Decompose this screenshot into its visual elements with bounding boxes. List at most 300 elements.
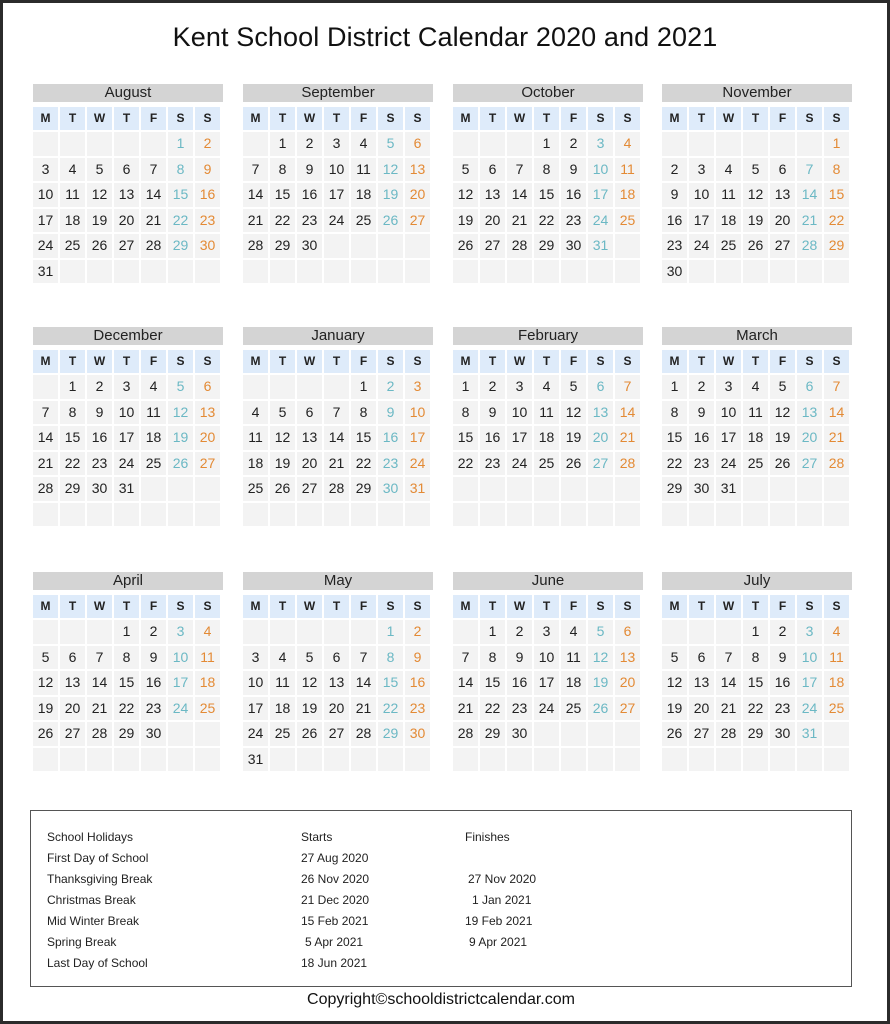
day-cell: 13 <box>195 401 220 425</box>
weekday-header: S <box>615 107 640 130</box>
day-cell: 5 <box>168 375 193 399</box>
day-cell: 11 <box>824 646 849 670</box>
day-cell: 17 <box>33 209 58 233</box>
empty-day-cell <box>453 132 478 156</box>
weekday-header: S <box>195 595 220 618</box>
weekday-header: T <box>270 350 295 373</box>
day-cell: 17 <box>716 426 741 450</box>
holiday-start: 26 Nov 2020 <box>301 872 370 886</box>
day-cell: 10 <box>588 158 613 182</box>
day-cell: 10 <box>405 401 430 425</box>
empty-day-cell <box>743 477 768 501</box>
weekday-header: T <box>689 595 714 618</box>
empty-day-cell <box>324 375 349 399</box>
day-cell: 3 <box>689 158 714 182</box>
day-cell: 16 <box>507 671 532 695</box>
header-starts: Starts <box>301 830 333 844</box>
empty-day-cell <box>770 477 795 501</box>
weekday-header: W <box>87 595 112 618</box>
day-cell: 25 <box>534 452 559 476</box>
day-cell: 2 <box>297 132 322 156</box>
day-cell: 29 <box>351 477 376 501</box>
day-cell: 19 <box>561 426 586 450</box>
empty-day-cell <box>743 748 768 772</box>
weekday-header: M <box>33 595 58 618</box>
empty-day-cell <box>33 503 58 527</box>
month-title: June <box>453 572 643 590</box>
day-cell: 9 <box>405 646 430 670</box>
day-cell: 17 <box>797 671 822 695</box>
weekday-header: T <box>689 107 714 130</box>
day-cell: 18 <box>243 452 268 476</box>
weekday-header: T <box>743 350 768 373</box>
day-cell: 4 <box>824 620 849 644</box>
holiday-start: 18 Jun 2021 <box>301 956 368 970</box>
day-cell: 1 <box>534 132 559 156</box>
day-cell: 7 <box>33 401 58 425</box>
day-cell: 14 <box>716 671 741 695</box>
day-cell: 20 <box>114 209 139 233</box>
day-cell: 30 <box>405 722 430 746</box>
day-cell: 8 <box>378 646 403 670</box>
weekday-header: S <box>797 107 822 130</box>
day-cell: 4 <box>534 375 559 399</box>
weekday-header: T <box>743 595 768 618</box>
day-cell: 12 <box>662 671 687 695</box>
day-cell: 15 <box>270 183 295 207</box>
weekday-header: F <box>561 350 586 373</box>
day-cell: 17 <box>534 671 559 695</box>
weekday-header: S <box>797 350 822 373</box>
day-cell: 3 <box>716 375 741 399</box>
empty-day-cell <box>824 260 849 284</box>
day-cell: 12 <box>33 671 58 695</box>
empty-day-cell <box>689 503 714 527</box>
weekday-header: F <box>351 107 376 130</box>
empty-day-cell <box>114 503 139 527</box>
empty-day-cell <box>453 260 478 284</box>
empty-day-cell <box>615 722 640 746</box>
day-cell: 6 <box>405 132 430 156</box>
day-cell: 19 <box>662 697 687 721</box>
empty-day-cell <box>453 748 478 772</box>
day-cell: 17 <box>243 697 268 721</box>
day-cell: 28 <box>824 452 849 476</box>
empty-day-cell <box>507 132 532 156</box>
day-cell: 29 <box>168 234 193 258</box>
day-cell: 22 <box>270 209 295 233</box>
day-cell: 4 <box>270 646 295 670</box>
day-cell: 25 <box>716 234 741 258</box>
day-cell: 6 <box>480 158 505 182</box>
empty-day-cell <box>351 260 376 284</box>
empty-day-cell <box>507 503 532 527</box>
day-cell: 14 <box>615 401 640 425</box>
weekday-header: S <box>195 350 220 373</box>
day-cell: 22 <box>453 452 478 476</box>
empty-day-cell <box>534 748 559 772</box>
empty-day-cell <box>824 748 849 772</box>
day-cell: 31 <box>588 234 613 258</box>
day-cell: 7 <box>324 401 349 425</box>
day-cell: 25 <box>60 234 85 258</box>
day-cell: 3 <box>168 620 193 644</box>
day-cell: 20 <box>195 426 220 450</box>
weekday-header: T <box>114 350 139 373</box>
day-cell: 12 <box>770 401 795 425</box>
weekday-header: M <box>662 595 687 618</box>
day-cell: 23 <box>561 209 586 233</box>
empty-day-cell <box>615 748 640 772</box>
day-cell: 27 <box>797 452 822 476</box>
empty-day-cell <box>114 260 139 284</box>
empty-day-cell <box>824 477 849 501</box>
empty-day-cell <box>743 132 768 156</box>
empty-day-cell <box>141 260 166 284</box>
day-cell: 3 <box>588 132 613 156</box>
day-cell: 20 <box>689 697 714 721</box>
month-september <box>243 84 433 283</box>
day-cell: 24 <box>243 722 268 746</box>
empty-day-cell <box>507 748 532 772</box>
empty-day-cell <box>561 477 586 501</box>
day-cell: 23 <box>297 209 322 233</box>
holiday-row <box>31 914 851 934</box>
day-cell: 3 <box>243 646 268 670</box>
empty-day-cell <box>480 748 505 772</box>
day-cell: 19 <box>33 697 58 721</box>
day-cell: 30 <box>770 722 795 746</box>
weekday-header: T <box>534 595 559 618</box>
day-cell: 26 <box>770 452 795 476</box>
day-cell: 31 <box>243 748 268 772</box>
empty-day-cell <box>507 477 532 501</box>
day-cell: 5 <box>87 158 112 182</box>
day-cell: 17 <box>689 209 714 233</box>
weekday-header: W <box>716 595 741 618</box>
day-cell: 16 <box>689 426 714 450</box>
day-cell: 23 <box>662 234 687 258</box>
day-cell: 12 <box>378 158 403 182</box>
empty-day-cell <box>243 620 268 644</box>
month-june <box>453 572 643 771</box>
holidays-header-row <box>31 830 851 850</box>
day-cell: 5 <box>743 158 768 182</box>
day-cell: 10 <box>168 646 193 670</box>
day-cell: 10 <box>534 646 559 670</box>
empty-day-cell <box>743 260 768 284</box>
day-cell: 7 <box>797 158 822 182</box>
weekday-header: T <box>743 107 768 130</box>
day-cell: 3 <box>534 620 559 644</box>
day-cell: 2 <box>507 620 532 644</box>
day-cell: 12 <box>168 401 193 425</box>
day-cell: 20 <box>324 697 349 721</box>
empty-day-cell <box>243 132 268 156</box>
day-cell: 14 <box>453 671 478 695</box>
day-cell: 11 <box>270 671 295 695</box>
empty-day-cell <box>770 748 795 772</box>
day-cell: 13 <box>770 183 795 207</box>
empty-day-cell <box>168 503 193 527</box>
empty-day-cell <box>716 132 741 156</box>
day-cell: 13 <box>297 426 322 450</box>
weekday-header: F <box>770 350 795 373</box>
empty-day-cell <box>743 503 768 527</box>
month-march <box>662 327 852 526</box>
empty-day-cell <box>195 748 220 772</box>
day-cell: 8 <box>662 401 687 425</box>
day-cell: 20 <box>480 209 505 233</box>
weekday-header: T <box>270 595 295 618</box>
day-cell: 24 <box>114 452 139 476</box>
day-cell: 18 <box>141 426 166 450</box>
day-cell: 12 <box>561 401 586 425</box>
day-cell: 25 <box>824 697 849 721</box>
day-cell: 24 <box>405 452 430 476</box>
empty-day-cell <box>588 722 613 746</box>
day-cell: 6 <box>615 620 640 644</box>
day-cell: 23 <box>87 452 112 476</box>
day-cell: 7 <box>87 646 112 670</box>
empty-day-cell <box>797 748 822 772</box>
day-cell: 16 <box>561 183 586 207</box>
month-december <box>33 327 223 526</box>
day-cell: 30 <box>507 722 532 746</box>
day-cell: 15 <box>743 671 768 695</box>
empty-day-cell <box>534 260 559 284</box>
day-cell: 2 <box>141 620 166 644</box>
holiday-finish: 19 Feb 2021 <box>465 914 533 928</box>
day-cell: 26 <box>33 722 58 746</box>
day-cell: 3 <box>507 375 532 399</box>
day-cell: 19 <box>743 209 768 233</box>
day-cell: 27 <box>60 722 85 746</box>
day-cell: 9 <box>480 401 505 425</box>
day-cell: 6 <box>797 375 822 399</box>
empty-day-cell <box>662 620 687 644</box>
day-cell: 20 <box>797 426 822 450</box>
empty-day-cell <box>662 132 687 156</box>
empty-day-cell <box>297 260 322 284</box>
day-cell: 5 <box>662 646 687 670</box>
empty-day-cell <box>324 620 349 644</box>
day-cell: 1 <box>168 132 193 156</box>
weekday-header: F <box>141 107 166 130</box>
day-cell: 6 <box>60 646 85 670</box>
day-cell: 19 <box>297 697 322 721</box>
day-cell: 4 <box>243 401 268 425</box>
day-cell: 5 <box>453 158 478 182</box>
day-cell: 4 <box>615 132 640 156</box>
day-cell: 14 <box>351 671 376 695</box>
day-cell: 30 <box>297 234 322 258</box>
day-cell: 24 <box>534 697 559 721</box>
day-cell: 5 <box>770 375 795 399</box>
day-cell: 30 <box>195 234 220 258</box>
day-cell: 29 <box>378 722 403 746</box>
day-cell: 15 <box>168 183 193 207</box>
day-cell: 30 <box>378 477 403 501</box>
day-cell: 11 <box>534 401 559 425</box>
day-cell: 24 <box>507 452 532 476</box>
weekday-header: W <box>297 595 322 618</box>
holiday-row <box>31 851 851 871</box>
weekday-header: S <box>588 595 613 618</box>
day-cell: 15 <box>824 183 849 207</box>
weekday-header: M <box>662 350 687 373</box>
empty-day-cell <box>615 260 640 284</box>
day-cell: 2 <box>378 375 403 399</box>
day-cell: 13 <box>60 671 85 695</box>
day-cell: 31 <box>114 477 139 501</box>
day-cell: 9 <box>195 158 220 182</box>
day-cell: 26 <box>453 234 478 258</box>
empty-day-cell <box>770 132 795 156</box>
empty-day-cell <box>615 477 640 501</box>
day-cell: 28 <box>351 722 376 746</box>
empty-day-cell <box>297 620 322 644</box>
day-cell: 16 <box>87 426 112 450</box>
day-cell: 2 <box>480 375 505 399</box>
header-finishes: Finishes <box>465 830 510 844</box>
day-cell: 8 <box>534 158 559 182</box>
day-cell: 19 <box>270 452 295 476</box>
day-cell: 21 <box>33 452 58 476</box>
day-cell: 2 <box>405 620 430 644</box>
day-cell: 29 <box>824 234 849 258</box>
day-cell: 12 <box>453 183 478 207</box>
day-cell: 14 <box>507 183 532 207</box>
weekday-header: T <box>60 595 85 618</box>
weekday-header: W <box>87 350 112 373</box>
month-title: December <box>33 327 223 345</box>
weekday-header: M <box>453 595 478 618</box>
day-cell: 7 <box>243 158 268 182</box>
empty-day-cell <box>87 748 112 772</box>
day-cell: 27 <box>588 452 613 476</box>
holiday-name: Last Day of School <box>47 956 148 970</box>
month-title: April <box>33 572 223 590</box>
empty-day-cell <box>453 503 478 527</box>
empty-day-cell <box>405 503 430 527</box>
weekday-header: W <box>716 350 741 373</box>
empty-day-cell <box>168 477 193 501</box>
day-cell: 7 <box>716 646 741 670</box>
day-cell: 24 <box>168 697 193 721</box>
day-cell: 25 <box>561 697 586 721</box>
day-cell: 15 <box>534 183 559 207</box>
day-cell: 16 <box>297 183 322 207</box>
day-cell: 28 <box>141 234 166 258</box>
weekday-header: T <box>534 107 559 130</box>
day-cell: 8 <box>351 401 376 425</box>
empty-day-cell <box>824 722 849 746</box>
day-cell: 18 <box>743 426 768 450</box>
empty-day-cell <box>87 132 112 156</box>
day-cell: 7 <box>507 158 532 182</box>
day-cell: 6 <box>588 375 613 399</box>
empty-day-cell <box>351 748 376 772</box>
day-cell: 6 <box>324 646 349 670</box>
month-days-grid <box>453 350 643 526</box>
day-cell: 27 <box>689 722 714 746</box>
weekday-header: S <box>405 107 430 130</box>
holiday-name: Mid Winter Break <box>47 914 140 928</box>
empty-day-cell <box>141 477 166 501</box>
weekday-header: W <box>716 107 741 130</box>
empty-day-cell <box>60 503 85 527</box>
day-cell: 20 <box>60 697 85 721</box>
empty-day-cell <box>716 748 741 772</box>
empty-day-cell <box>689 620 714 644</box>
day-cell: 25 <box>615 209 640 233</box>
day-cell: 10 <box>689 183 714 207</box>
day-cell: 4 <box>743 375 768 399</box>
empty-day-cell <box>324 260 349 284</box>
weekday-header: F <box>770 595 795 618</box>
day-cell: 24 <box>588 209 613 233</box>
empty-day-cell <box>168 260 193 284</box>
day-cell: 13 <box>480 183 505 207</box>
day-cell: 17 <box>324 183 349 207</box>
day-cell: 27 <box>405 209 430 233</box>
holiday-finish: 9 Apr 2021 <box>469 935 528 949</box>
day-cell: 31 <box>33 260 58 284</box>
day-cell: 24 <box>33 234 58 258</box>
day-cell: 14 <box>141 183 166 207</box>
empty-day-cell <box>168 748 193 772</box>
weekday-header: F <box>561 107 586 130</box>
day-cell: 29 <box>743 722 768 746</box>
month-days-grid <box>243 595 433 771</box>
weekday-header: S <box>378 350 403 373</box>
month-title: November <box>662 84 852 102</box>
empty-day-cell <box>716 503 741 527</box>
empty-day-cell <box>87 620 112 644</box>
day-cell: 29 <box>270 234 295 258</box>
weekday-header: T <box>270 107 295 130</box>
day-cell: 28 <box>87 722 112 746</box>
day-cell: 31 <box>405 477 430 501</box>
day-cell: 1 <box>453 375 478 399</box>
month-may <box>243 572 433 771</box>
day-cell: 7 <box>141 158 166 182</box>
weekday-header: F <box>141 350 166 373</box>
day-cell: 1 <box>114 620 139 644</box>
empty-day-cell <box>480 132 505 156</box>
day-cell: 29 <box>60 477 85 501</box>
weekday-header: W <box>297 107 322 130</box>
day-cell: 4 <box>561 620 586 644</box>
day-cell: 4 <box>60 158 85 182</box>
day-cell: 14 <box>87 671 112 695</box>
day-cell: 15 <box>114 671 139 695</box>
day-cell: 1 <box>270 132 295 156</box>
day-cell: 19 <box>770 426 795 450</box>
empty-day-cell <box>33 132 58 156</box>
day-cell: 25 <box>141 452 166 476</box>
month-november <box>662 84 852 283</box>
month-title: September <box>243 84 433 102</box>
day-cell: 22 <box>662 452 687 476</box>
weekday-header: S <box>168 350 193 373</box>
day-cell: 28 <box>243 234 268 258</box>
weekday-header: F <box>561 595 586 618</box>
empty-day-cell <box>480 477 505 501</box>
empty-day-cell <box>662 748 687 772</box>
weekday-header: M <box>453 350 478 373</box>
